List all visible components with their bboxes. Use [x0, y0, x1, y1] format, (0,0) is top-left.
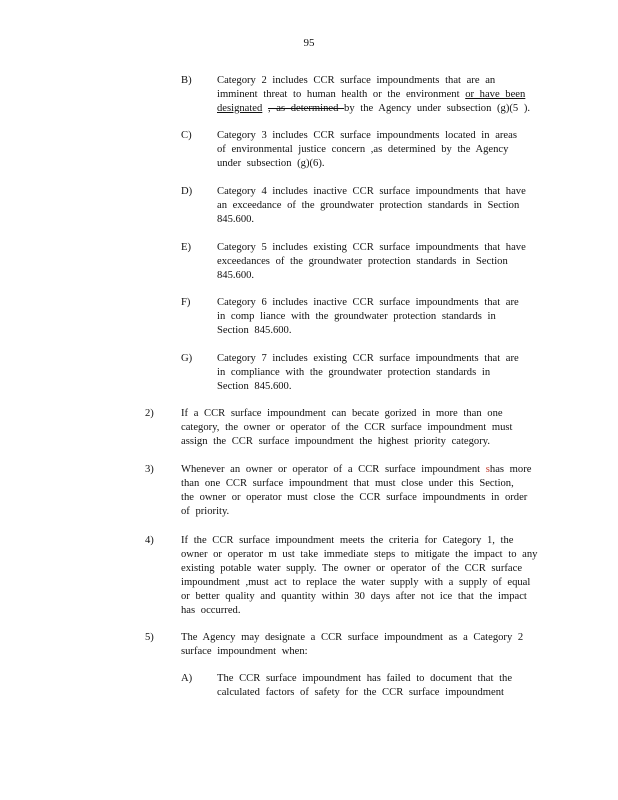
text-line [217, 672, 557, 686]
text-line [217, 129, 557, 143]
text-line [217, 88, 557, 102]
text-run: of environmental justice concern ,as determined by the Agency [217, 144, 509, 155]
text-run: or better quality and quantity within 30 days after not ice that the impact [181, 591, 527, 602]
text-run: has more [489, 464, 532, 475]
item-label: D) [181, 186, 193, 197]
item-label: C) [181, 130, 192, 141]
highlighted-text: s [485, 464, 490, 475]
text-run: The Agency may designate a CCR surface impoundment as a Category 2 [181, 632, 524, 643]
text-run: surface impoundment when: [181, 646, 308, 657]
text-run: has occurred. [181, 605, 241, 616]
text-line [181, 604, 561, 618]
text-run: Category 2 includes CCR surface impoundments that are an [217, 75, 496, 86]
item-text [217, 74, 557, 116]
text-line [181, 421, 561, 435]
text-line [217, 185, 557, 199]
text-run: calculated factors of safety for the CCR surface impoundment [217, 687, 504, 698]
text-run: existing potable water supply. The owner or operator of the CCR surface [181, 563, 523, 574]
text-line [181, 576, 561, 590]
text-run: owner or operator m ust take immediate steps to mitigate the impact to any [181, 549, 538, 560]
text-line [217, 352, 557, 366]
text-line [217, 213, 557, 227]
text-line [217, 255, 557, 269]
text-line [181, 505, 561, 519]
text-line [181, 477, 561, 491]
item-label: B) [181, 75, 192, 86]
text-run: in compliance with the groundwater protection standards in [217, 367, 491, 378]
text-run: category, the owner or operator of the CCR surface impoundment must [181, 422, 513, 433]
text-line [217, 241, 557, 255]
text-line [181, 631, 561, 645]
text-run: by the Agency under subsection (g)(5 ). [344, 103, 531, 114]
inserted-text: or have been [465, 89, 526, 100]
item-label: G) [181, 353, 193, 364]
text-line [217, 366, 557, 380]
item-text [181, 534, 561, 618]
item-label: 4) [145, 535, 154, 546]
text-run: 845.600. [217, 214, 255, 225]
item-label: A) [181, 673, 193, 684]
text-run: Category 4 includes inactive CCR surface impoundments that have [217, 186, 526, 197]
text-run: than one CCR surface impoundment that must close under this Section, [181, 478, 514, 489]
text-run: an exceedance of the groundwater protection standards in Section [217, 200, 520, 211]
item-text [217, 241, 557, 283]
text-run: of priority. [181, 506, 230, 517]
item-text [217, 672, 557, 700]
text-run: in comp liance with the groundwater protection standards in [217, 311, 496, 322]
page-number: 95 [303, 37, 315, 49]
text-run: Whenever an owner or operator of a CCR surface impoundment [181, 464, 486, 475]
text-line [181, 548, 561, 562]
text-line [217, 296, 557, 310]
text-run: assign the CCR surface impoundment the highest priority category. [181, 436, 490, 447]
text-line [217, 143, 557, 157]
text-line [181, 491, 561, 505]
text-run: the owner or operator must close the CCR surface impoundments in order [181, 492, 528, 503]
text-run: The CCR surface impoundment has failed to document that the [217, 673, 513, 684]
text-line [217, 157, 557, 171]
text-line [181, 590, 561, 604]
text-line [217, 269, 557, 283]
item-label: F) [181, 297, 191, 308]
item-text [217, 296, 557, 338]
text-line [217, 310, 557, 324]
text-line [181, 562, 561, 576]
item-text [181, 463, 561, 519]
text-run: Section 845.600. [217, 325, 292, 336]
text-run: under subsection (g)(6). [217, 158, 325, 169]
text-line [181, 534, 561, 548]
text-run: exceedances of the groundwater protection standards in Section [217, 256, 508, 267]
text-line [217, 324, 557, 338]
text-line [217, 686, 557, 700]
text-run: imminent threat to human health or the environment [217, 89, 466, 100]
item-label: E) [181, 242, 191, 253]
item-text [217, 129, 557, 171]
text-run: Category 6 includes inactive CCR surface impoundments that are [217, 297, 519, 308]
text-line [217, 102, 557, 116]
item-text [181, 631, 561, 659]
text-line [217, 380, 557, 394]
item-text [217, 185, 557, 227]
item-text [181, 407, 561, 449]
text-run: Category 5 includes existing CCR surface impoundments that have [217, 242, 526, 253]
text-line [217, 74, 557, 88]
inserted-text: designated [217, 103, 263, 114]
text-run: Category 7 includes existing CCR surface impoundments that are [217, 353, 519, 364]
text-run: If the CCR surface impoundment meets the criteria for Category 1, the [181, 535, 514, 546]
text-line [181, 645, 561, 659]
item-label: 5) [145, 632, 154, 643]
text-line [217, 199, 557, 213]
text-run: Category 3 includes CCR surface impoundments located in areas [217, 130, 517, 141]
text-run: Section 845.600. [217, 381, 292, 392]
deleted-text: , as determined [267, 103, 345, 114]
text-run: impoundment ,must act to replace the water supply with a supply of equal [181, 577, 531, 588]
text-run: If a CCR surface impoundment can becate gorized in more than one [181, 408, 503, 419]
text-line [181, 463, 561, 477]
item-label: 2) [145, 408, 154, 419]
text-run: 845.600. [217, 270, 255, 281]
item-label: 3) [145, 464, 154, 475]
text-line [181, 407, 561, 421]
item-text [217, 352, 557, 394]
text-line [181, 435, 561, 449]
